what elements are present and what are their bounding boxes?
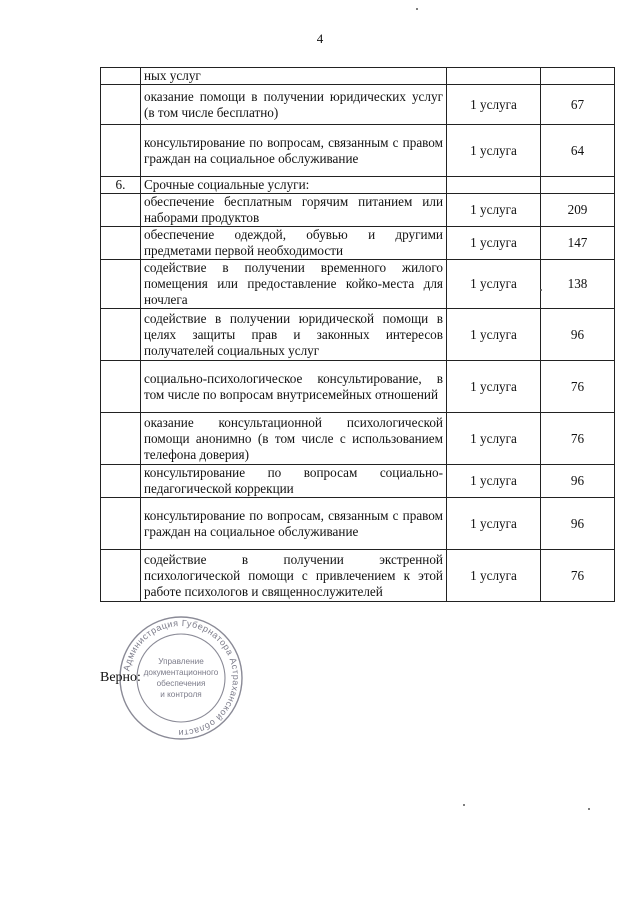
unit-of-measure	[447, 68, 541, 85]
svg-text:документационного: документационного	[143, 668, 219, 677]
unit-of-measure: 1 услуга	[447, 85, 541, 125]
service-name: социально-психологическое консультирование, в том числе по вопросам внутрисемейных отношений	[141, 361, 447, 413]
row-number	[101, 68, 141, 85]
service-name: содействие в получении экстренной психологической помощи с привлечением к этой работе психологов и священнослужителей	[141, 550, 447, 602]
service-count	[541, 177, 615, 194]
row-number	[101, 413, 141, 465]
unit-of-measure: 1 услуга	[447, 260, 541, 309]
service-name: обеспечение одеждой, обувью и другими предметами первой необходимости	[141, 227, 447, 260]
verification-label: Верно:	[100, 670, 141, 685]
service-count: 96	[541, 498, 615, 550]
svg-text:обеспечения: обеспечения	[156, 679, 206, 688]
row-number	[101, 260, 141, 309]
row-number	[101, 498, 141, 550]
page-number: 4	[316, 31, 324, 46]
unit-of-measure: 1 услуга	[447, 361, 541, 413]
service-name: Срочные социальные услуги:	[141, 177, 447, 194]
service-name: консультирование по вопросам, связанным с правом граждан на социальное обслуживание	[141, 498, 447, 550]
scan-speck	[588, 808, 590, 810]
unit-of-measure: 1 услуга	[447, 125, 541, 177]
table-row	[101, 465, 615, 498]
table-row	[101, 85, 615, 125]
unit-of-measure: 1 услуга	[447, 309, 541, 361]
service-count: 76	[541, 413, 615, 465]
service-count: 96	[541, 465, 615, 498]
service-count	[541, 68, 615, 85]
unit-of-measure: 1 услуга	[447, 498, 541, 550]
service-count: 76	[541, 361, 615, 413]
unit-of-measure: 1 услуга	[447, 227, 541, 260]
table-row	[101, 413, 615, 465]
table-row	[101, 125, 615, 177]
row-number	[101, 465, 141, 498]
row-number	[101, 85, 141, 125]
table-row	[101, 227, 615, 260]
row-number	[101, 227, 141, 260]
service-count: 209	[541, 194, 615, 227]
scan-speck	[463, 804, 465, 806]
service-name: ных услуг	[141, 68, 447, 85]
row-number	[101, 194, 141, 227]
service-count: 76	[541, 550, 615, 602]
service-name: консультирование по вопросам, связанным с правом граждан на социальное обслуживание	[141, 125, 447, 177]
table-row	[101, 177, 615, 194]
service-name: содействие в получении временного жилого помещения или предоставление койко-места для ночлега	[141, 260, 447, 309]
service-count: 67	[541, 85, 615, 125]
scan-speck	[416, 8, 418, 10]
service-count: 96	[541, 309, 615, 361]
table-row	[101, 361, 615, 413]
service-count: 147	[541, 227, 615, 260]
row-number: 6.	[101, 177, 141, 194]
service-name: консультирование по вопросам социально-педагогической коррекции	[141, 465, 447, 498]
service-name: оказание консультационной психологической помощи анонимно (в том числе с использованием телефона доверия)	[141, 413, 447, 465]
service-count: 138	[541, 260, 615, 309]
scan-speck	[540, 289, 542, 291]
service-name: оказание помощи в получении юридических услуг (в том числе бесплатно)	[141, 85, 447, 125]
svg-text:Управление: Управление	[158, 657, 204, 666]
svg-text:и контроля: и контроля	[160, 690, 202, 699]
table-row	[101, 309, 615, 361]
row-number	[101, 361, 141, 413]
unit-of-measure: 1 услуга	[447, 413, 541, 465]
table-row	[101, 550, 615, 602]
unit-of-measure	[447, 177, 541, 194]
unit-of-measure: 1 услуга	[447, 194, 541, 227]
service-count: 64	[541, 125, 615, 177]
table-row	[101, 498, 615, 550]
table-row	[101, 194, 615, 227]
services-table-body	[101, 68, 615, 602]
table-row	[101, 68, 615, 85]
row-number	[101, 125, 141, 177]
unit-of-measure: 1 услуга	[447, 465, 541, 498]
unit-of-measure: 1 услуга	[447, 550, 541, 602]
service-name: содействие в получении юридической помощи в целях защиты прав и законных интересов получателей социальных услуг	[141, 309, 447, 361]
service-name: обеспечение бесплатным горячим питанием или наборами продуктов	[141, 194, 447, 227]
row-number	[101, 309, 141, 361]
row-number	[101, 550, 141, 602]
services-table	[100, 67, 615, 602]
table-row	[101, 260, 615, 309]
svg-text:Администрация Губернатора Астр: Администрация Губернатора Астраханской области	[121, 617, 242, 739]
